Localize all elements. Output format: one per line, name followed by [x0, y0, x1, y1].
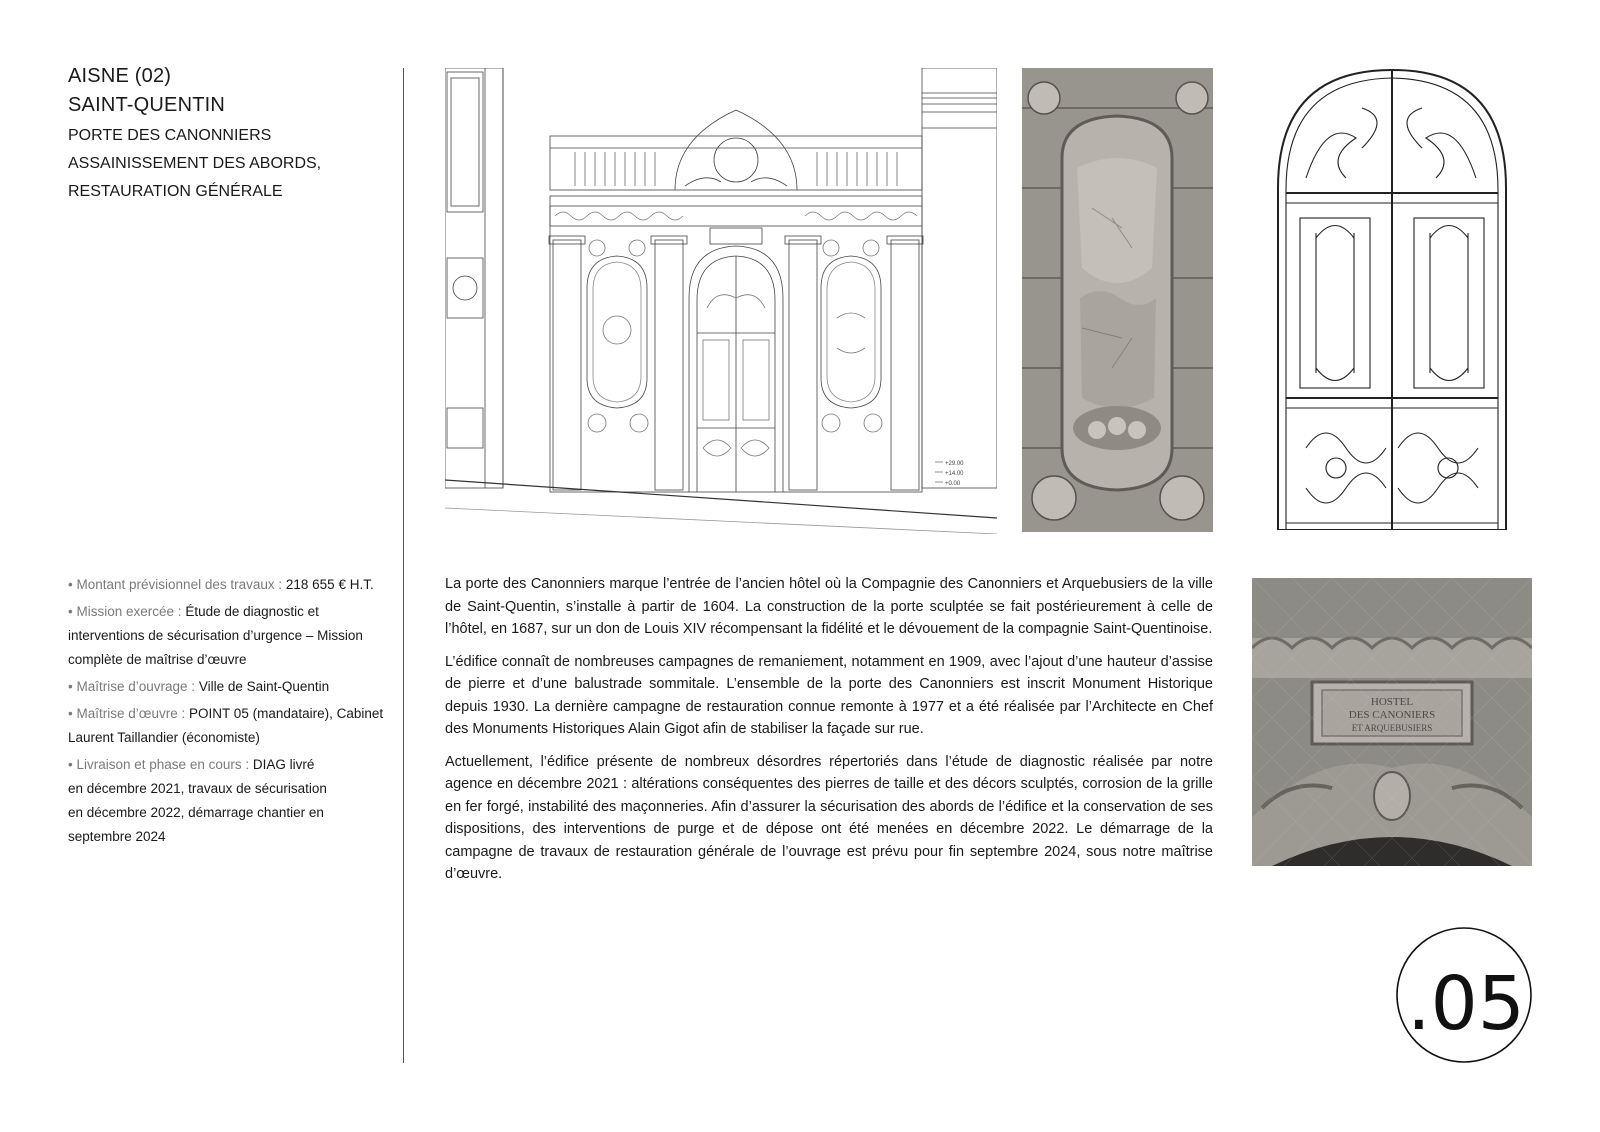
- project-description: [445, 573, 1213, 896]
- sculpted-panel-photo: [1022, 68, 1213, 532]
- delivery-value: DIAG livré: [252, 757, 315, 772]
- mission-row: • Mission exercée : Étude de diagnostic et interventions de sécurisation d’urgence – Mission complète de maîtrise d’œuvre: [68, 604, 363, 667]
- budget-row: • Montant prévisionnel des travaux : 218 655 € H.T.: [68, 577, 374, 592]
- project-details: [68, 573, 388, 852]
- plaque-photo: [1252, 578, 1532, 866]
- department-title: AISNE (02): [68, 65, 172, 87]
- contractor-value: POINT 05 (mandataire), Cabinet Laurent Taillandier (économiste): [68, 706, 384, 745]
- description-paragraph: La porte des Canonniers marque l’entrée de l’ancien hôtel où la Compagnie des Canonniers et Arquebusiers de la ville de Saint-Quentin, s’installe à partir de 1604. La construction de la porte sculptée se fait postérieurement à celle de l’hôtel, en 1687, sur un don de Louis XIV récompensant la fidélité et le dévouement de la compagnie Saint-Quentinoise.: [445, 576, 1213, 637]
- delivery-label: Livraison et phase en cours :: [76, 757, 250, 772]
- contractor-label: Maîtrise d’œuvre :: [76, 706, 186, 721]
- delivery-value-line: en décembre 2022, démarrage chantier en: [68, 805, 324, 820]
- delivery-value-line: en décembre 2021, travaux de sécurisation: [68, 781, 327, 796]
- delivery-value-line: septembre 2024: [68, 829, 166, 844]
- level-marker: +29.00: [945, 461, 964, 467]
- monument-title: PORTE DES CANONNIERS: [68, 127, 272, 144]
- plaque-inscription: ET ARQUEBUSIERS: [1351, 723, 1433, 733]
- works-title-line-2: RESTAURATION GÉNÉRALE: [68, 183, 283, 200]
- mission-value: Étude de diagnostic et interventions de sécurisation d’urgence – Mission complète de maîtrise d’œuvre: [68, 604, 363, 667]
- budget-label: Montant prévisionnel des travaux :: [76, 577, 283, 592]
- contractor-row: • Maîtrise d’œuvre : POINT 05 (mandataire), Cabinet Laurent Taillandier (économiste): [68, 706, 384, 745]
- owner-row: • Maîtrise d’ouvrage : Ville de Saint-Quentin: [68, 679, 330, 694]
- plaque-inscription: DES CANONIERS: [1348, 709, 1436, 721]
- level-marker: +0.00: [945, 481, 961, 487]
- description-paragraph: L’édifice connaît de nombreuses campagnes de remaniement, notamment en 1909, avec l’ajout d’une hauteur d’assise de pierre et d’une balustrade sommitale. L’ensemble de la porte des Canonniers est inscrit Monument Historique depuis 1930. La dernière campagne de restauration connue remonte à 1977 et a été réalisée par l’Architecte en Chef des Monuments Historiques Alain Gigot afin de stabiliser la façade sur rue.: [445, 653, 1213, 737]
- mission-label: Mission exercée :: [76, 604, 182, 619]
- page-number-logo: [1394, 925, 1534, 1065]
- owner-label: Maîtrise d’ouvrage :: [76, 679, 196, 694]
- title-block: [68, 62, 388, 206]
- level-marker: +14.00: [945, 471, 964, 477]
- plaque-inscription: HOSTEL: [1370, 696, 1414, 708]
- page-number: .05: [1407, 961, 1525, 1047]
- owner-value: Ville de Saint-Quentin: [198, 679, 330, 694]
- iron-grille-drawing: [1276, 68, 1508, 530]
- vertical-divider: [403, 68, 404, 1063]
- delivery-row: • Livraison et phase en cours : DIAG livré en décembre 2021, travaux de sécurisation en décembre 2022, démarrage chantier en septembre 2024: [68, 753, 388, 849]
- city-title: SAINT-QUENTIN: [68, 94, 226, 116]
- works-title-line-1: ASSAINISSEMENT DES ABORDS,: [68, 155, 322, 172]
- description-paragraph: Actuellement, l’édifice présente de nombreux désordres répertoriés dans l’étude de diagnostic réalisée par notre agence en décembre 2021 : altérations conséquentes des pierres de taille et des décors sculptés, corrosion de la grille en fer forgé, instabilité des maçonneries. Afin d’assurer la sécurisation des abords de l’édifice et la conservation de ses dispositions, des interventions de purge et de dépose ont été menées en décembre 2022. Le démarrage de la campagne de travaux de restauration générale de l’ouvrage est prévu pour fin septembre 2024, sous notre maîtrise d’œuvre.: [445, 753, 1213, 882]
- facade-elevation-drawing: [445, 68, 997, 534]
- budget-value: 218 655 € H.T.: [285, 577, 374, 592]
